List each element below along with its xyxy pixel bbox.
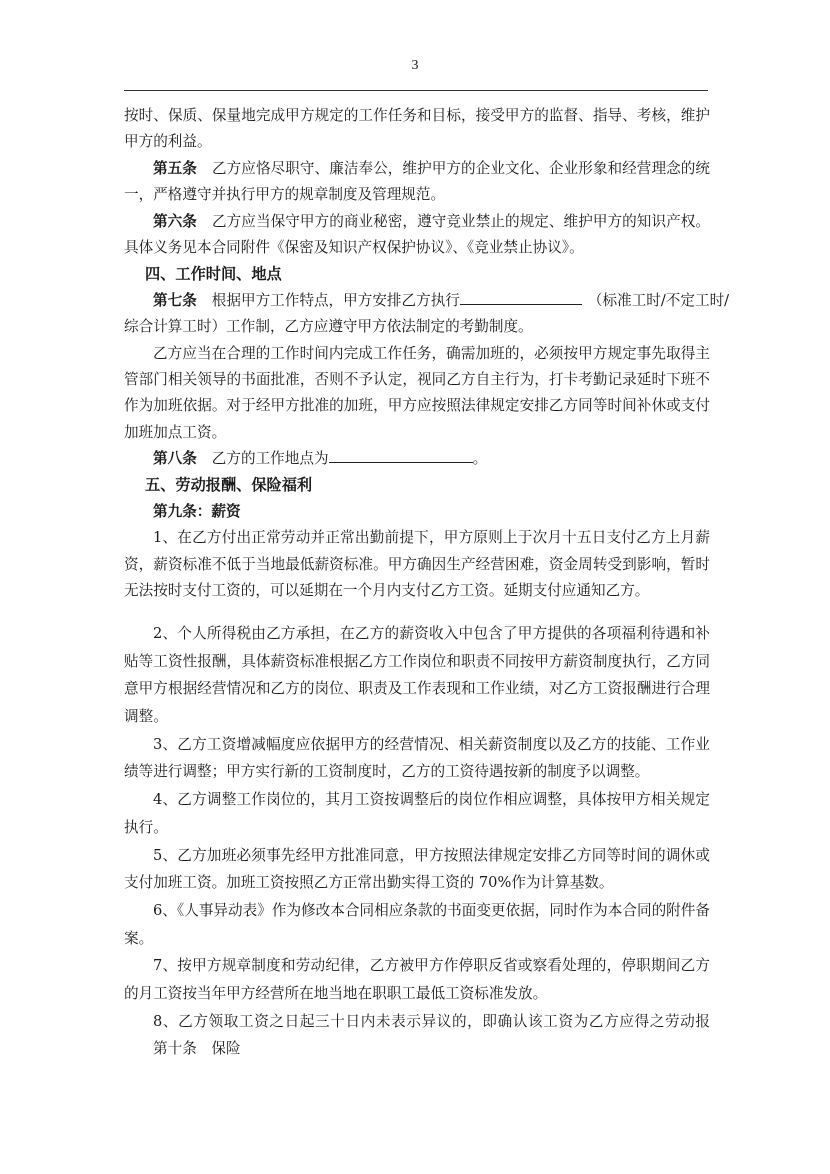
article-8 <box>124 446 710 472</box>
paragraph-line: 甲方的利益。 <box>124 133 212 151</box>
paragraph-line: 贴等工资性报酬，具体薪资标准根据乙方工作岗位和职责不同按甲方薪资制度执行，乙方同 <box>124 652 710 670</box>
paragraph-line: 支付加班工资。加班工资按照乙方正常出勤实得工资的 70%作为计算基数。 <box>124 874 614 892</box>
paragraph-line: 无法按时支付工资的，可以延期在一个月内支付乙方工资。延期支付应通知乙方。 <box>124 582 650 600</box>
paragraph-line: 1、在乙方付出正常劳动并正常出勤前提下，甲方原则上于次月十五日支付乙方上月薪 <box>153 529 710 547</box>
article-text: 乙方应当保守甲方的商业秘密，遵守竞业禁止的规定、维护甲方的知识产权。 <box>211 212 710 230</box>
article-label: 第七条 <box>153 291 197 309</box>
document-body-part2 <box>124 620 710 1063</box>
article-label: 第六条 <box>153 212 197 230</box>
article-7 <box>124 288 730 314</box>
paragraph-line: 乙方应当在合理的工作时间内完成工作任务，确需加班的，必须按甲方规定事先取得主 <box>153 344 710 362</box>
page-number: 3 <box>411 58 419 73</box>
document-body-part1 <box>124 103 730 604</box>
article-text: 乙方的工作地点为 <box>211 450 329 468</box>
paragraph-line: 具体义务见本合同附件《保密及知识产权保护协议》、《竞业禁止协议》。 <box>124 238 584 256</box>
paragraph-line: 3、乙方工资增减幅度应依据甲方的经营情况、相关薪资制度以及乙方的技能、工作业 <box>153 735 710 753</box>
fill-in-blank[interactable] <box>329 448 473 463</box>
section-heading-4: 四、工作时间、地点 <box>145 265 282 284</box>
fill-in-blank[interactable] <box>460 290 582 305</box>
article-text: 。 <box>472 450 488 468</box>
article-text: 根据甲方工作特点，甲方安排乙方执行 <box>211 291 460 309</box>
paragraph-line: 8、乙方领取工资之日起三十日内未表示异议的，即确认该工资为乙方应得之劳动报 <box>153 1012 710 1030</box>
article-text: （标准工时/不定工时/ <box>587 291 730 309</box>
paragraph-line: 资，薪资标准不低于当地最低薪资标准。甲方确因生产经营困难，资金周转受到影响，暂时 <box>124 555 710 573</box>
paragraph-line: 管部门相关领导的书面批准，否则不予认定，视同乙方自主行为，打卡考勤记录延时下班不 <box>124 370 710 388</box>
paragraph-line: 按时、保质、保量地完成甲方规定的工作任务和目标，接受甲方的监督、指导、考核，维护 <box>124 107 710 124</box>
section-heading-5: 五、劳动报酬、保险福利 <box>145 476 313 495</box>
article-label: 第五条 <box>153 159 197 177</box>
article-text: 乙方应恪尽职守、廉洁奉公，维护甲方的企业文化、企业形象和经营理念的统 <box>211 159 710 177</box>
paragraph-line: 调整。 <box>124 708 168 726</box>
paragraph-line: 7、按甲方规章制度和劳动纪律，乙方被甲方作停职反省或察看处理的，停职期间乙方 <box>153 957 710 975</box>
paragraph-line: 6、《人事异动表》作为修改本合同相应条款的书面变更依据，同时作为本合同的附件备 <box>153 901 710 919</box>
paragraph-line: 2、个人所得税由乙方承担，在乙方的薪资收入中包含了甲方提供的各项福利待遇和补 <box>153 625 710 642</box>
paragraph-line: 执行。 <box>124 818 168 836</box>
paragraph-line: 案。 <box>124 929 154 947</box>
paragraph-line: 加班加点工资。 <box>124 423 227 441</box>
article-label: 第八条 <box>153 450 197 468</box>
article-5 <box>124 156 710 182</box>
paragraph-line: 的月工资按当年甲方经营所在地当地在职职工最低工资标准发放。 <box>124 984 548 1002</box>
article-10-heading: 第十条 保险 <box>153 1040 241 1058</box>
paragraph-line: 综合计算工时）工作制，乙方应遵守甲方依法制定的考勤制度。 <box>124 318 533 336</box>
article-9-heading: 第九条：薪资 <box>153 502 241 520</box>
paragraph-line: 5、乙方加班必须事先经甲方批准同意，甲方按照法律规定安排乙方同等时间的调休或 <box>153 846 710 864</box>
article-6 <box>124 209 710 235</box>
paragraph-line: 意甲方根据经营情况和乙方的岗位、职责及工作表现和工作业绩，对乙方工资报酬进行合理 <box>124 680 710 698</box>
paragraph-line: 绩等进行调整；甲方实行新的工资制度时，乙方的工资待遇按新的制度予以调整。 <box>124 763 650 781</box>
paragraph-line: 作为加班依据。对于经甲方批准的加班，甲方应按照法律规定安排乙方同等时间补休或支付 <box>124 397 710 415</box>
paragraph-line: 一，严格遵守并执行甲方的规章制度及管理规范。 <box>124 186 446 204</box>
paragraph-line: 4、乙方调整工作岗位的，其月工资按调整后的岗位作相应调整，具体按甲方相关规定 <box>153 791 710 809</box>
header-rule <box>124 90 708 91</box>
